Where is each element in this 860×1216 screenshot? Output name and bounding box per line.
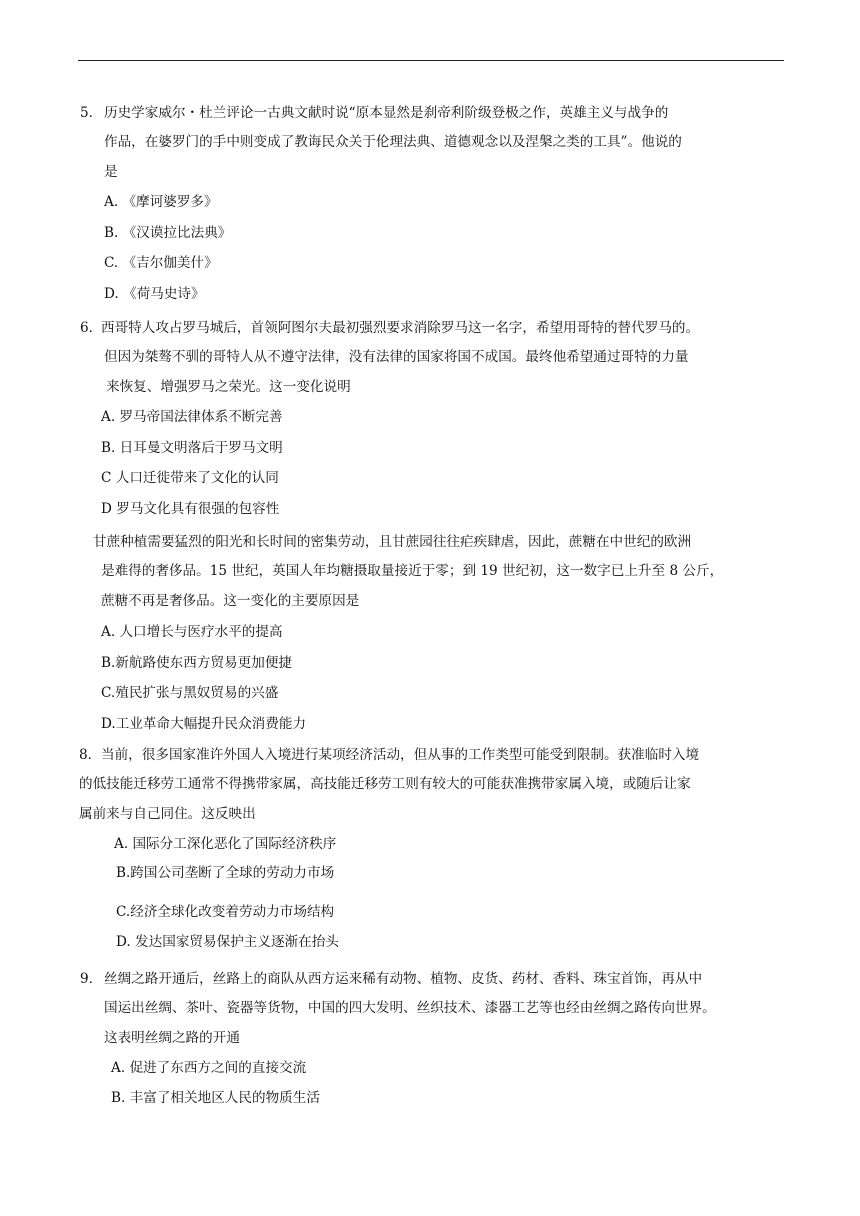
question-text-line: 这表明丝绸之路的开通 xyxy=(104,1030,240,1046)
question-text-line: 是难得的奢侈品。15 世纪，英国人年均糖摄取量接近于零；到 19 世纪初，这一数字已上升至 8 公斤， xyxy=(101,563,724,579)
option-a[interactable]: A. 《摩诃婆罗多》 xyxy=(104,194,218,210)
option-d[interactable]: D.工业革命大幅提升民众消费能力 xyxy=(101,716,307,732)
question-text-line: 来恢复、增强罗马之荣光。这一变化说明 xyxy=(106,379,351,395)
question-text-line: 的低技能迁移劳工通常不得携带家属，高技能迁移劳工则有较大的可能获准携带家属入境，或随后让家 xyxy=(79,776,691,792)
option-c[interactable]: C.殖民扩张与黑奴贸易的兴盛 xyxy=(101,685,279,701)
question-number: 9． xyxy=(80,971,103,987)
question-text-line: 国运出丝绸、茶叶、瓷器等货物，中国的四大发明、丝织技术、漆器工艺等也经由丝绸之路传向世界。 xyxy=(104,1000,716,1016)
option-b[interactable]: B. 日耳曼文明落后于罗马文明 xyxy=(101,440,283,456)
option-b[interactable]: B. 《汉谟拉比法典》 xyxy=(104,225,232,241)
question-text-line: 当前，很多国家准许外国人入境进行某项经济活动，但从事的工作类型可能受到限制。获准临时入境 xyxy=(101,747,700,763)
question-number: 8． xyxy=(79,747,102,763)
question-text-line: 作品，在婆罗门的手中则变成了教诲民众关于伦理法典、道德观念以及涅槃之类的工具”。他说的 xyxy=(104,134,682,150)
option-d[interactable]: D. 发达国家贸易保护主义逐渐在抬头 xyxy=(116,934,339,950)
question-text-line: 但因为桀骜不驯的哥特人从不遵守法律，没有法律的国家将国不成国。最终他希望通过哥特的力量 xyxy=(104,349,689,365)
question-number: 5． xyxy=(80,105,103,121)
option-b[interactable]: B.新航路使东西方贸易更加便捷 xyxy=(101,655,293,671)
question-text-line: 属前来与自己同住。这反映出 xyxy=(79,806,256,822)
option-a[interactable]: A. 国际分工深化恶化了国际经济秩序 xyxy=(114,836,337,852)
question-text-line: 西哥特人攻占罗马城后，首领阿图尔夫最初强烈要求消除罗马这一名字，希望用哥特的替代罗马的。 xyxy=(101,320,700,336)
option-c[interactable]: C 人口迁徙带来了文化的认同 xyxy=(101,470,279,486)
option-a[interactable]: A. 人口增长与医疗水平的提高 xyxy=(101,624,283,640)
question-text-line: 蔗糖不再是奢侈品。这一变化的主要原因是 xyxy=(101,593,360,609)
option-c[interactable]: C. 《吉尔伽美什》 xyxy=(104,255,218,271)
question-text-line: 甘蔗种植需要猛烈的阳光和长时间的密集劳动，且甘蔗园往往疟疾肆虐，因此，蔗糖在中世纪的欧洲 xyxy=(93,534,692,550)
question-text-line: 是 xyxy=(104,164,118,180)
header-rule xyxy=(78,60,784,61)
option-a[interactable]: A. 罗马帝国法律体系不断完善 xyxy=(101,409,283,425)
question-number: 6． xyxy=(80,320,103,336)
option-b[interactable]: B.跨国公司垄断了全球的劳动力市场 xyxy=(116,865,335,881)
question-text-line: 丝绸之路开通后，丝路上的商队从西方运来稀有动物、植物、皮货、药材、香料、珠宝首饰，再从中 xyxy=(104,971,703,987)
question-text-line: 历史学家威尔・杜兰评论一古典文献时说“原本显然是刹帝利阶级登极之作，英雄主义与战争的 xyxy=(104,105,669,121)
option-d[interactable]: D. 《荷马史诗》 xyxy=(104,286,205,302)
option-a[interactable]: A. 促进了东西方之间的直接交流 xyxy=(111,1060,307,1076)
option-c[interactable]: C.经济全球化改变着劳动力市场结构 xyxy=(116,904,335,920)
option-b[interactable]: B. 丰富了相关地区人民的物质生活 xyxy=(111,1090,320,1106)
option-d[interactable]: D 罗马文化具有很强的包容性 xyxy=(101,501,280,517)
